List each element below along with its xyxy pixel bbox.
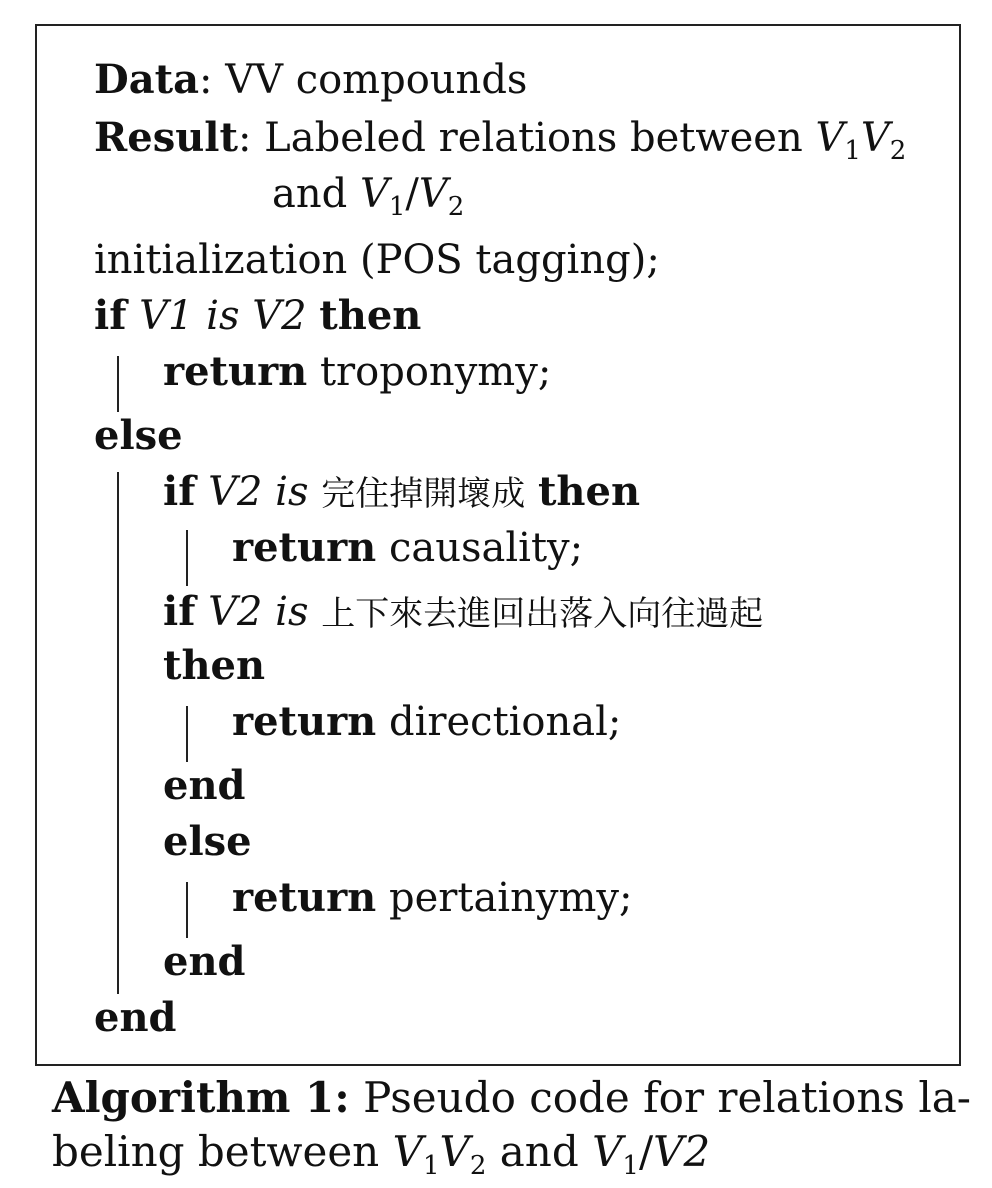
else-keyword: else: [163, 818, 252, 865]
return-keyword: return: [163, 348, 308, 395]
then-keyword: then: [319, 292, 422, 339]
end-line-inner: [163, 938, 246, 986]
else-line-inner: [163, 818, 252, 866]
data-label: Data: [94, 56, 199, 103]
block-bar: [186, 706, 188, 762]
if-line-1: [94, 292, 421, 340]
if-line-3: [163, 588, 763, 638]
end-keyword: end: [94, 994, 177, 1041]
condition-3-var: V2 is: [208, 589, 309, 635]
caption-label: Algorithm 1:: [52, 1073, 350, 1122]
if-line-2: [163, 468, 640, 518]
if-keyword: if: [163, 588, 196, 635]
else-keyword: else: [94, 412, 183, 459]
then-keyword: then: [163, 642, 266, 689]
return-value-2: causality;: [388, 525, 584, 571]
caption-line-2: [52, 1124, 710, 1188]
condition-2-chars: 完住掉開壞成: [321, 474, 526, 514]
end-line-outer: [94, 994, 177, 1042]
return-value-1: troponymy;: [319, 349, 552, 395]
end-line-3: [163, 762, 246, 810]
return-keyword: return: [232, 524, 377, 571]
caption-and: and: [499, 1127, 579, 1176]
return-line-3: [232, 698, 621, 746]
if-keyword: if: [94, 292, 127, 339]
return-line-2: [232, 524, 583, 572]
condition-1: V1 is V2: [139, 293, 307, 339]
caption-text-2: beling between: [52, 1127, 380, 1176]
condition-3-chars: 上下來去進回出落入向往過起: [321, 594, 764, 634]
return-value-4: pertainymy;: [388, 875, 633, 921]
block-bar: [186, 530, 188, 586]
return-line-4: [232, 874, 632, 922]
result-v1: $V_1V_2$: [815, 115, 907, 166]
init-line: initialization (POS tagging);: [94, 237, 660, 283]
block-bar: [117, 472, 119, 994]
result-v1-slash-v2: $V_1/V_2$: [359, 171, 465, 222]
data-value: VV compounds: [225, 57, 528, 103]
return-keyword: return: [232, 874, 377, 921]
result-line: Result: Labeled relations between $V_1V_2$: [94, 114, 907, 166]
result-label: Result: [94, 114, 238, 161]
else-line: [94, 412, 183, 460]
return-keyword: return: [232, 698, 377, 745]
then-keyword: then: [537, 468, 641, 515]
caption-text-1: Pseudo code for relations la-: [363, 1073, 971, 1122]
result-and: and: [272, 171, 348, 217]
caption-line-1: [52, 1070, 971, 1126]
return-line-1: [163, 348, 551, 396]
end-keyword: end: [163, 938, 246, 985]
end-keyword: end: [163, 762, 246, 809]
result-value: Labeled relations between: [264, 115, 803, 161]
block-bar: [117, 356, 119, 412]
if-keyword: if: [163, 468, 196, 515]
data-line: Data: VV compounds: [94, 56, 528, 103]
caption-v1v2: $V_1V_2$: [392, 1127, 487, 1181]
block-bar: [186, 882, 188, 938]
result-line-2: [272, 170, 464, 231]
return-value-3: directional;: [388, 699, 622, 745]
condition-2-var: V2 is: [208, 469, 309, 515]
caption-v1-slash-v2: $V_1/V2$: [592, 1127, 711, 1181]
then-line-3: [163, 642, 265, 690]
